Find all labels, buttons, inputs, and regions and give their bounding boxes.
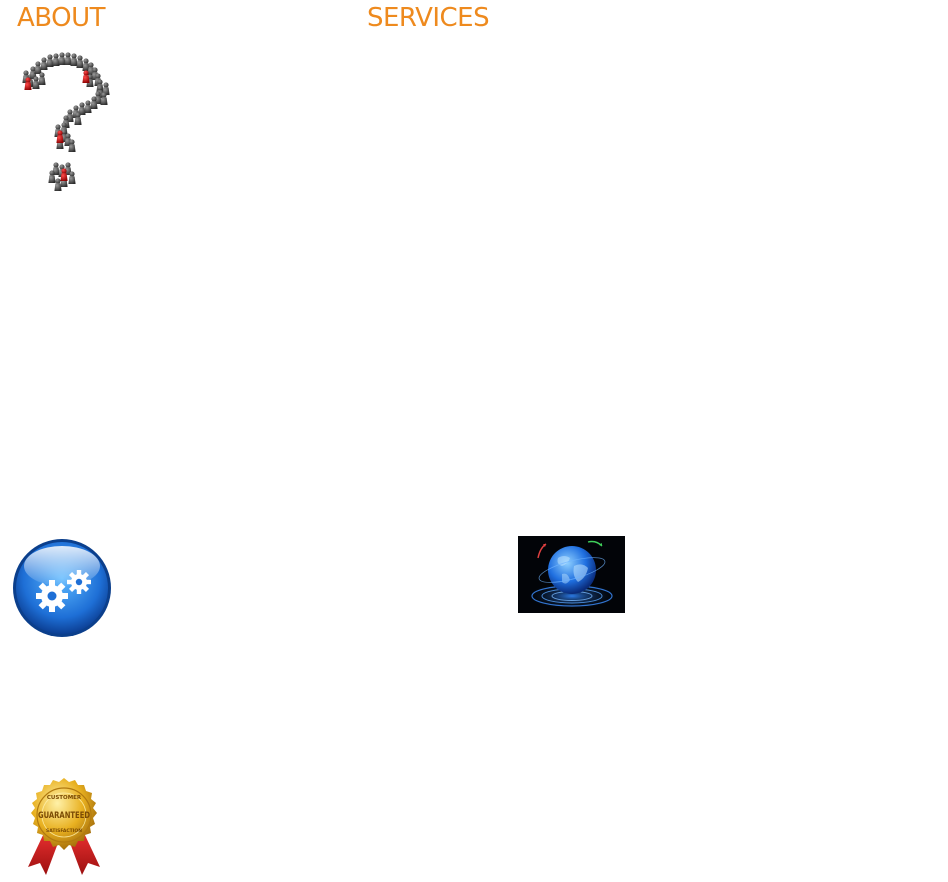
badge-text-guaranteed: GUARANTEED — [38, 811, 90, 821]
guarantee-badge-icon — [26, 777, 102, 878]
globe-icon — [518, 536, 625, 613]
question-mark-people-icon — [20, 52, 116, 194]
badge-text-satisfaction: SATISFACTION — [45, 829, 83, 834]
about-heading: ABOUT — [17, 3, 106, 33]
badge-text-customer: CUSTOMER — [46, 795, 82, 801]
gears-icon — [12, 538, 113, 638]
services-heading: SERVICES — [367, 3, 490, 33]
